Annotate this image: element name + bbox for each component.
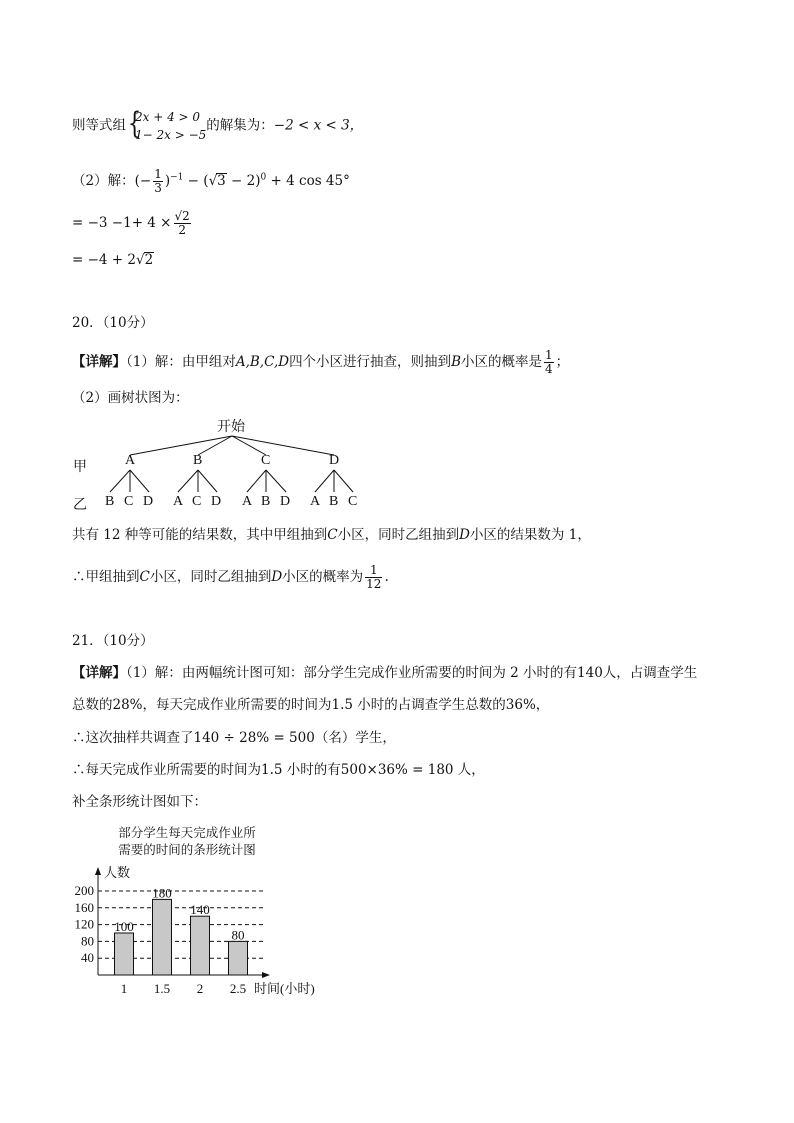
- bar-value-label: 80: [231, 927, 245, 943]
- chart-title-line1: 部分学生每天完成作业所: [118, 825, 256, 840]
- radicand: 3: [217, 173, 226, 189]
- tree-node-level1: B: [193, 453, 203, 468]
- text: 四个小区进行抽查，则抽到: [289, 354, 452, 370]
- tree-node-level1: C: [261, 453, 271, 468]
- q20-sentence1: [72, 526, 591, 544]
- text: 小区，同时乙组抽到: [337, 527, 460, 543]
- q20-part2: （2）画树状图为：: [72, 390, 189, 406]
- numerator: 1: [365, 564, 382, 578]
- brace-icon: {: [127, 106, 142, 141]
- radical-icon: √: [136, 252, 145, 268]
- exponent: 0: [260, 172, 267, 183]
- tree-row-label-jia: 甲: [73, 460, 87, 475]
- bar-value-label: 100: [114, 919, 134, 934]
- letter: D: [271, 569, 283, 585]
- letter: C: [139, 569, 150, 585]
- denominator: 4: [544, 362, 553, 376]
- letter: C: [327, 527, 338, 543]
- y-tick-label: 120: [74, 916, 94, 932]
- q21-line1: [72, 664, 697, 682]
- denominator: 3: [154, 181, 162, 195]
- tree-node-level2: A: [242, 494, 253, 509]
- q19-step2: [72, 251, 154, 269]
- expr: + 4 cos 45°: [266, 173, 350, 189]
- letter: D: [459, 527, 470, 543]
- inequality-system: [126, 108, 206, 144]
- y-tick-label: 160: [74, 899, 94, 915]
- expr: − 2): [226, 173, 261, 189]
- text: 小区的结果数为 1，: [469, 527, 591, 543]
- text: 则等式组: [72, 117, 126, 134]
- inequality-1: 2x + 4 > 0: [135, 110, 201, 124]
- bar-chart: [60, 855, 390, 1005]
- tree-node-level2: B: [105, 494, 115, 509]
- q21-line4: ∴每天完成作业所需要的时间为1.5 小时的有500×36% = 180 人，: [72, 762, 485, 778]
- q21-line2: 总数的28%，每天完成作业所需要的时间为1.5 小时的占调查学生总数的36%，: [72, 697, 550, 713]
- bar: [191, 916, 210, 975]
- text: （1）解：由甲组对: [126, 354, 236, 370]
- text: 小区的概率是: [460, 354, 542, 370]
- y-axis-arrow-icon: [95, 867, 101, 875]
- expr: = −4 + 2: [72, 252, 136, 268]
- numerator: 1: [154, 167, 162, 181]
- q19-system-line: [72, 108, 363, 144]
- tree-node-level2: D: [280, 494, 291, 509]
- bar: [115, 933, 134, 975]
- y-tick-label: 80: [81, 933, 94, 949]
- text: 小区的概率为: [282, 569, 364, 585]
- tree-node-level1: D: [329, 453, 340, 468]
- y-tick-label: 40: [81, 950, 94, 966]
- tree-node-level2: D: [143, 494, 154, 509]
- x-axis-label: 时间(小时): [254, 981, 315, 996]
- x-tick-label: 1: [120, 981, 128, 996]
- x-tick-label: 2.5: [229, 981, 247, 996]
- expr: = −3 −1+ 4 ×: [72, 215, 172, 231]
- expr: (−: [134, 173, 152, 189]
- y-tick-label: 200: [74, 883, 94, 898]
- q20-part1: [72, 349, 569, 376]
- tree-node-level2: A: [310, 494, 321, 509]
- x-axis-arrow-icon: [262, 972, 270, 978]
- text: 小区，同时乙组抽到: [149, 569, 272, 585]
- fraction: [365, 564, 382, 591]
- tree-diagram: [0, 414, 794, 514]
- tree-node-level1: A: [125, 453, 136, 468]
- tree-root: 开始: [217, 420, 245, 435]
- tree-node-level2: C: [124, 494, 134, 509]
- q19-part2-expression: [72, 168, 350, 195]
- tree-row-label-yi: 乙: [73, 498, 87, 513]
- q21-heading: 21．（10分）: [72, 633, 154, 649]
- bar-value-label: 140: [190, 902, 210, 918]
- fraction: [153, 168, 163, 195]
- tree-node-level2: C: [348, 494, 358, 509]
- text: .: [384, 569, 389, 585]
- denominator: 12: [366, 577, 382, 591]
- detail-tag: 【详解】: [72, 665, 126, 681]
- solution-set: −2 < x < 3，: [273, 117, 364, 134]
- tree-node-level2: D: [211, 494, 222, 509]
- tree-node-level2: B: [329, 494, 339, 509]
- y-axis-label: 人数: [104, 865, 131, 880]
- detail-tag: 【详解】: [72, 354, 126, 370]
- x-tick-label: 1.5: [153, 981, 171, 996]
- fraction: [174, 210, 191, 237]
- radical-icon: √: [208, 173, 218, 189]
- q19-step1: [72, 210, 193, 237]
- letter: B: [451, 354, 461, 370]
- bar: [153, 899, 172, 975]
- radicand: 2: [144, 252, 154, 268]
- exponent: −1: [170, 172, 184, 183]
- text: ；: [555, 354, 570, 370]
- tree-lines: [110, 436, 353, 492]
- text: （1）解：由两幅统计图可知：部分学生完成作业所需要的时间为 2 小时的有140人，占调查学生: [126, 665, 698, 681]
- part-label: （2）解：: [72, 173, 135, 189]
- text: ∴甲组抽到: [72, 569, 140, 585]
- fraction: [544, 349, 554, 376]
- bar-value-label: 180: [152, 885, 172, 901]
- bar: [229, 941, 248, 975]
- text: 的解集为：: [206, 117, 274, 134]
- expr: ): [164, 173, 171, 189]
- numerator: √2: [174, 209, 190, 223]
- tree-node-level2: A: [173, 494, 184, 509]
- tree-node-level2: C: [192, 494, 202, 509]
- expr: − (: [183, 173, 209, 189]
- numerator: 1: [544, 348, 553, 362]
- text: 共有 12 种等可能的结果数，其中甲组抽到: [72, 527, 328, 543]
- q21-line5: 补全条形统计图如下：: [72, 794, 207, 810]
- denominator: 2: [178, 223, 186, 237]
- chart-title-line2: 需要的时间的条形统计图: [118, 842, 256, 857]
- inequality-2: 1− 2x > −5: [135, 128, 207, 142]
- q20-sentence2: [72, 564, 389, 591]
- q21-line3: ∴这次抽样共调查了140 ÷ 28% = 500（名）学生，: [72, 730, 396, 746]
- q20-heading: 20．（10分）: [72, 315, 154, 331]
- tree-node-level2: B: [261, 494, 271, 509]
- x-tick-label: 2: [196, 981, 204, 996]
- letters: A,B,C,D: [235, 354, 290, 370]
